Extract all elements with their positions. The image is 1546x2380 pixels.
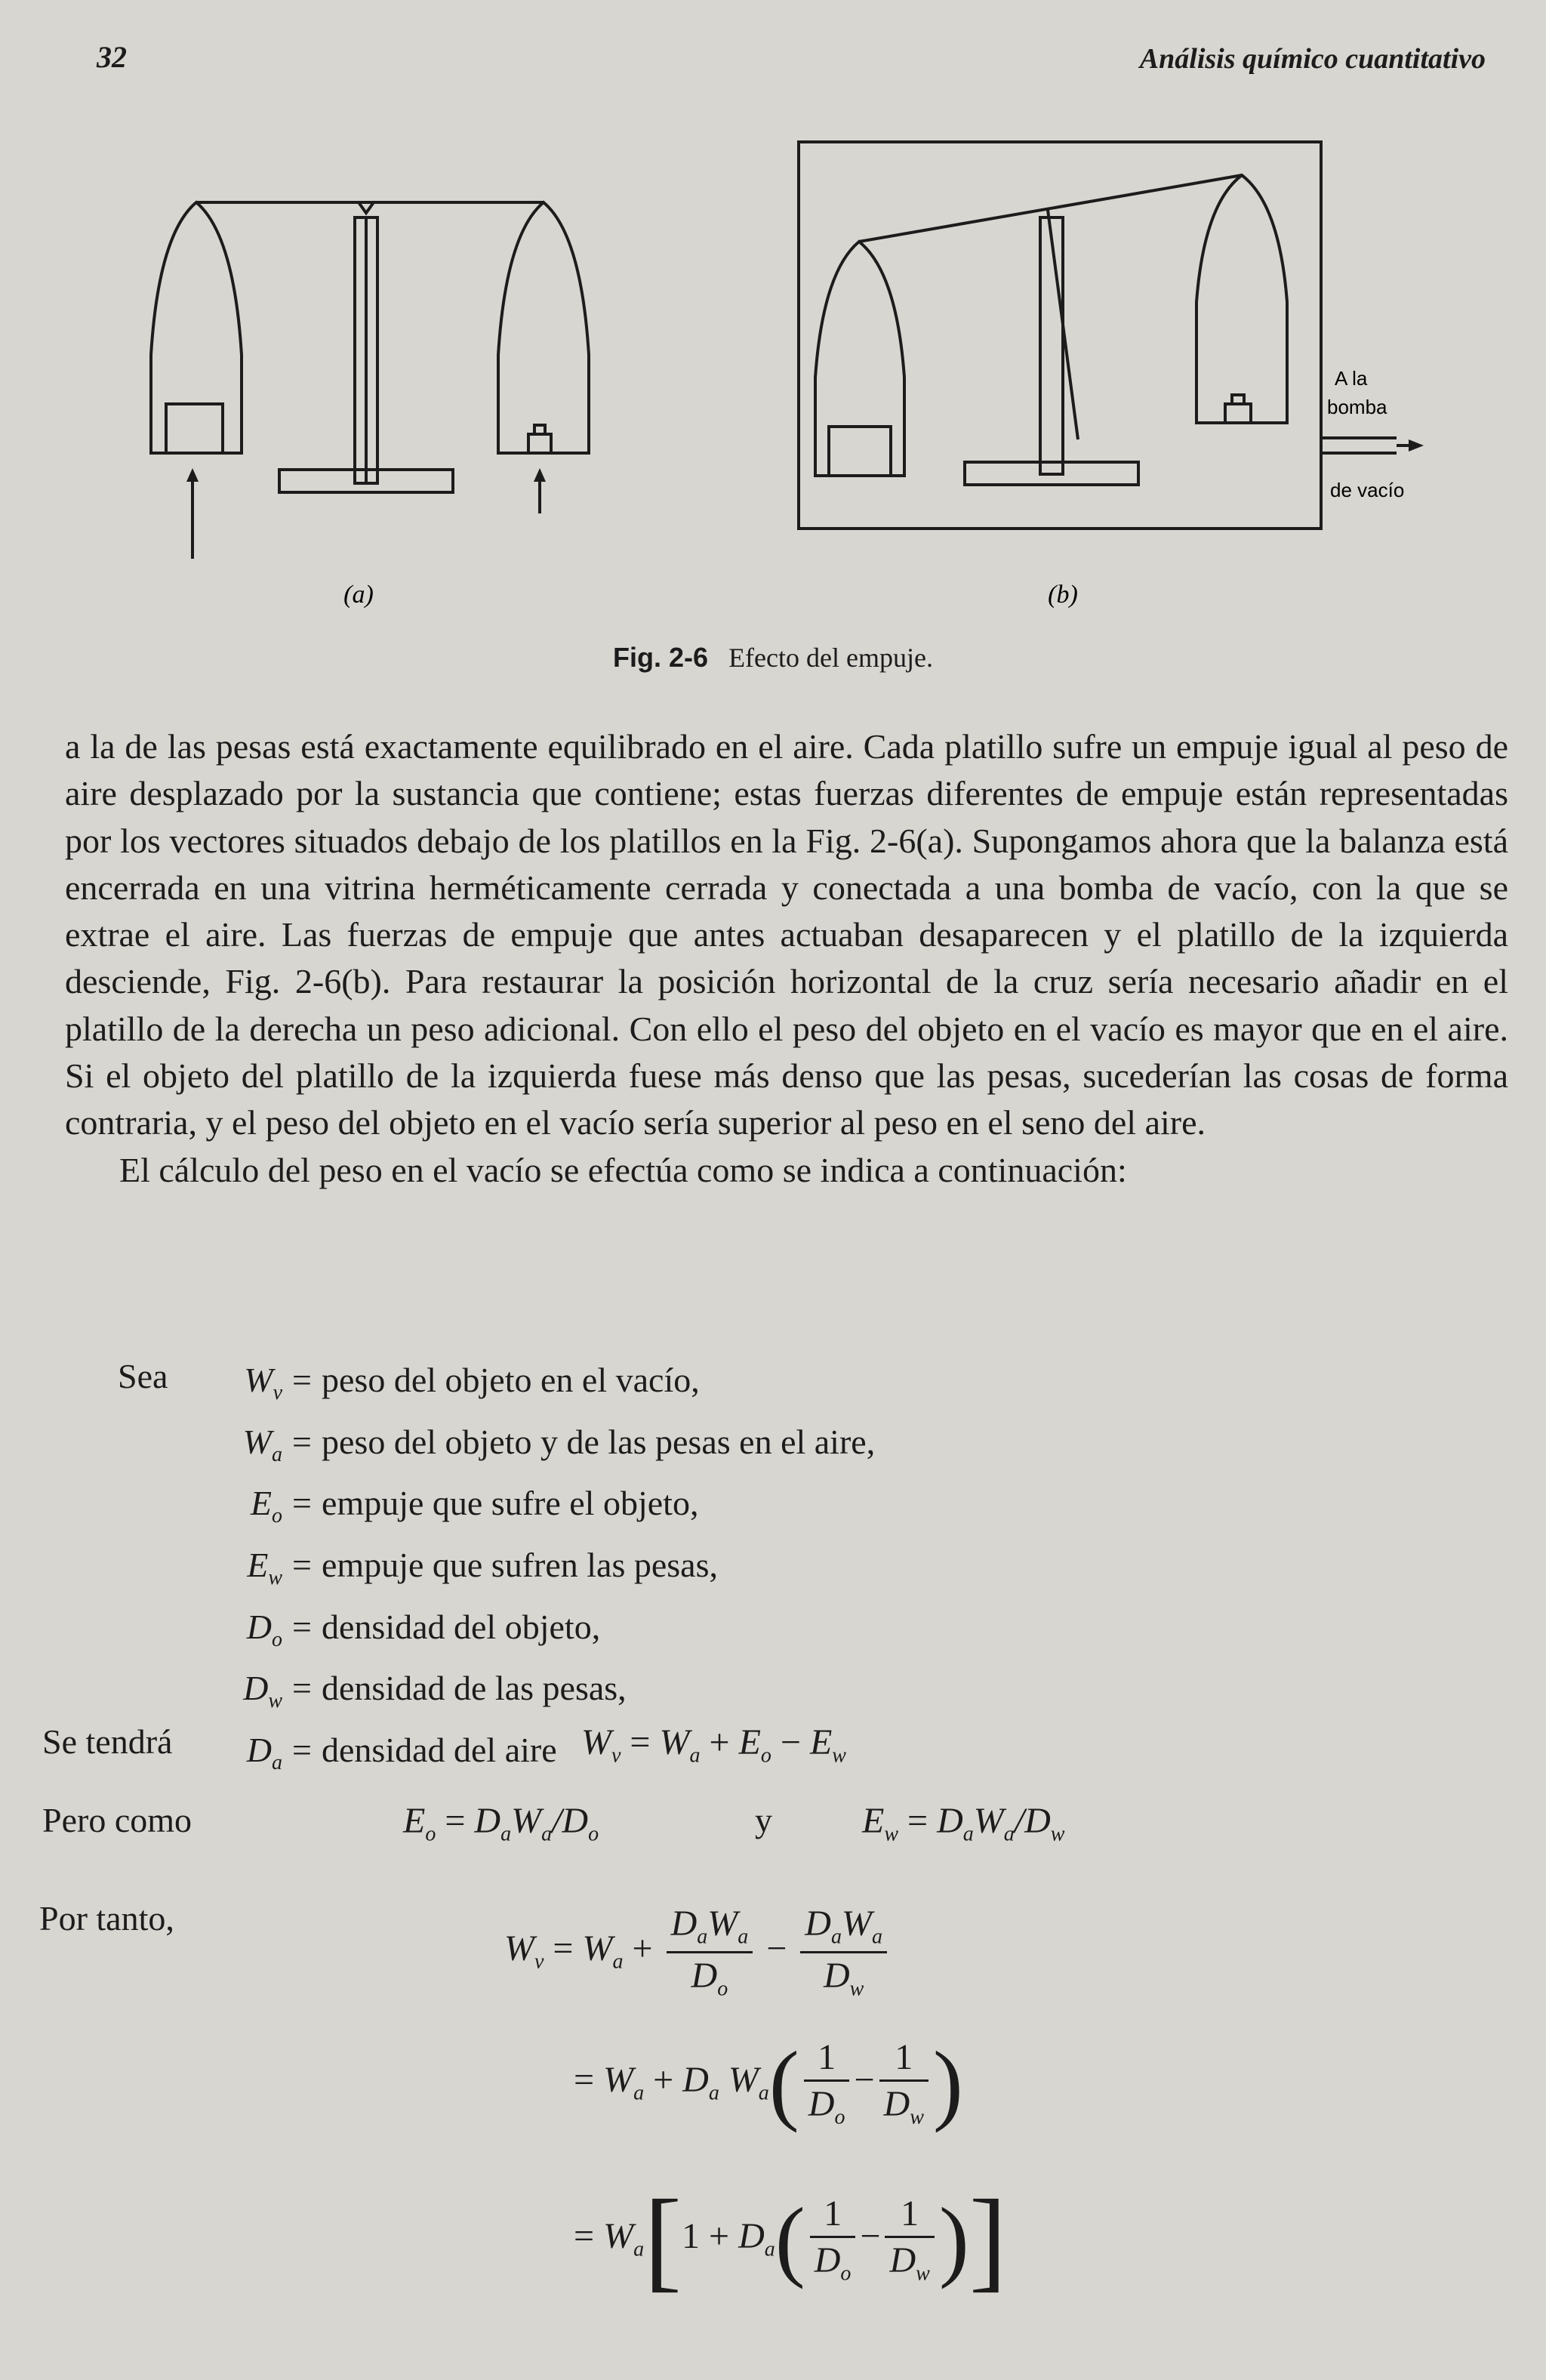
weights-b bbox=[1225, 404, 1251, 423]
panel-label-a: (a) bbox=[343, 581, 374, 609]
pump-note-3: de vacío bbox=[1330, 479, 1405, 501]
equation-buoyancy-object: $E_o = D_aW_a/D_o$ bbox=[403, 1801, 599, 1846]
equation-step-2: = $W_a + D_a$ $W_a$( $\frac{1}{D_o}$ − $\frac{1}{D_w}$ ) bbox=[574, 2033, 963, 2133]
definitions-intro: Sea bbox=[118, 1357, 168, 1395]
running-title: Análisis químico cuantitativo bbox=[1139, 43, 1486, 75]
figure-caption bbox=[0, 642, 1546, 674]
figure-2-6 bbox=[113, 128, 1472, 702]
arrowhead-right bbox=[534, 468, 546, 482]
pivot-a bbox=[359, 202, 374, 213]
label-se-tendra: Se tendrá bbox=[42, 1722, 173, 1761]
weights-a bbox=[528, 434, 551, 453]
label-pero-como: Pero como bbox=[42, 1801, 192, 1839]
arrowhead-left bbox=[186, 468, 199, 482]
paragraph-2: El cálculo del peso en el vacío se efectúa como se indica a continuación: bbox=[119, 1150, 1127, 1189]
weight-knob-b bbox=[1232, 395, 1244, 404]
paragraph-1: a la de las pesas está exactamente equilibrado en el aire. Cada platillo sufre un empuje igual al peso de aire desplazado por la sustancia que contiene; estas fuerzas diferentes de empuje están representadas por los vectores situados debajo de los platillos en la Fig. 2-6(a). Supongamos ahora que la balanza está encerrada en una vitrina herméticamente cerrada y conectada a una bomba de vacío, con la que se extrae el aire. Las fuerzas de empuje que antes actuaban desaparecen y el platillo de la izquierda desciende, Fig. 2-6(b). Para restaurar la posición horizontal de la cruz sería necesario añadir en el platillo de la derecha un peso adicional. Con ello el peso del objeto en el vacío es mayor que en el aire. Si el objeto del platillo de la izquierda fuese más denso que las pesas, sucederían las cosas de forma contraria, y el peso del objeto en el vacío sería superior al peso en el seno del aire. bbox=[65, 727, 1508, 1142]
vacuum-case bbox=[799, 142, 1321, 529]
pump-arrowhead bbox=[1409, 439, 1424, 452]
definition-row: $E_o$ = empuje que sufre el objeto, bbox=[250, 1484, 699, 1528]
body-text bbox=[65, 723, 1508, 1194]
pump-note-2: bomba bbox=[1327, 396, 1387, 418]
definition-row: $D_w$ = densidad de las pesas, bbox=[243, 1669, 627, 1713]
equation-weight-vacuum: $W_v = W_a + E_o - E_w$ bbox=[581, 1722, 846, 1768]
equation-buoyancy-weights: $E_w = D_aW_a/D_w$ bbox=[862, 1801, 1065, 1846]
definition-row: $E_w$ = empuje que sufren las pesas, bbox=[247, 1546, 719, 1590]
caption-number: Fig. 2-6 bbox=[613, 642, 709, 673]
weight-knob-a bbox=[534, 425, 545, 434]
column-b bbox=[1040, 217, 1063, 474]
definition-row: $D_o$ = densidad del objeto, bbox=[246, 1607, 601, 1651]
buoyancy-diagram bbox=[113, 128, 1472, 702]
page-number: 32 bbox=[97, 40, 127, 74]
definition-row: $D_a$ = densidad del aire bbox=[246, 1731, 557, 1775]
object-a bbox=[166, 404, 223, 453]
definition-row: $W_a$ = peso del objeto y de las pesas en el aire, bbox=[242, 1422, 876, 1466]
pan-right-a bbox=[498, 202, 589, 453]
pump-note-1: A la bbox=[1335, 367, 1368, 390]
equation-step-1: $W_v = W_a$ + $\frac{D_aW_a}{D_o}$ − $\frac{D_aW_a}{D_w}$ bbox=[504, 1903, 892, 2001]
pan-right-b bbox=[1196, 175, 1287, 423]
definition-row: $W_v$ = peso del objeto en el vacío, bbox=[244, 1361, 700, 1405]
object-b bbox=[829, 427, 891, 476]
equation-step-3: = $W_a[1 + D_a$( $\frac{1}{D_o}$ − $\frac{1}{D_w}$ )] bbox=[574, 2177, 1007, 2302]
conj-y: y bbox=[755, 1801, 772, 1839]
panel-label-b: (b) bbox=[1048, 581, 1078, 609]
caption-text: Efecto del empuje. bbox=[728, 643, 933, 673]
label-por-tanto: Por tanto, bbox=[39, 1899, 174, 1938]
